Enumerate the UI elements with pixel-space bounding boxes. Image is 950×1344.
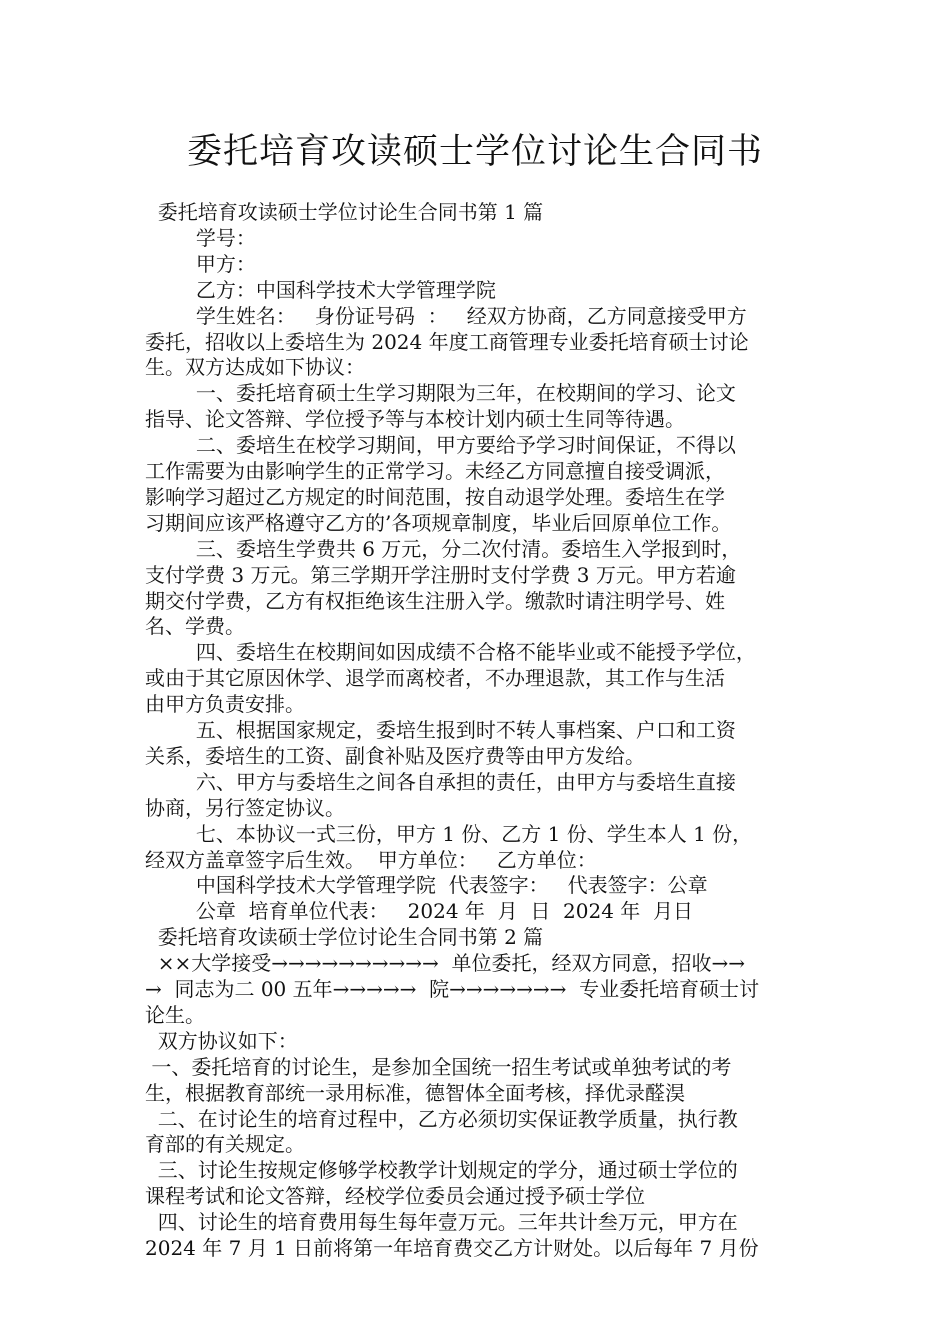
body-line: 由甲方负责安排。 — [145, 692, 305, 717]
body-line: 经双方盖章签字后生效。 甲方单位： 乙方单位： — [145, 847, 597, 872]
body-line: 2024 年 7 月 1 日前将第一年培育费交乙方计财处。以后每年 7 月份 — [145, 1236, 759, 1260]
document-title: 委托培育攻读硕士学位讨论生合同书 — [186, 132, 763, 172]
body-line: 影响学习超过乙方规定的时间范围，按自动退学处理。委培生在学 — [145, 484, 725, 509]
body-line: 期交付学费，乙方有权拒绝该生注册入学。缴款时请注明学号、姓 — [145, 588, 725, 613]
body-line: 四、讨论生的培育费用每生每年壹万元。三年共计叁万元，甲方在 — [145, 1210, 738, 1235]
body-line: 乙方：中国科学技术大学管理学院 — [145, 277, 496, 302]
body-line: 委托，招收以上委培生为 2024 年度工商管理专业委托培育硕士讨论 — [145, 329, 749, 354]
body-line: 名、学费。 — [145, 614, 245, 639]
body-line: 甲方： — [145, 251, 256, 276]
body-line: 学号： — [145, 225, 256, 250]
body-line: 论生。 — [145, 1002, 205, 1027]
body-line: 公章 培育单位代表： 2024 年 月 日 2024 年 月日 — [145, 899, 694, 924]
body-line: 关系，委培生的工资、副食补贴及医疗费等由甲方发给。 — [145, 743, 645, 768]
body-line: 五、根据国家规定，委培生报到时不转人事档案、户口和工资 — [145, 718, 736, 742]
body-line: 双方协议如下： — [145, 1028, 298, 1053]
body-line: 支付学费 3 万元。第三学期开学注册时支付学费 3 万元。甲方若逾 — [145, 562, 736, 587]
body-line: ××大学接受→→→→→→→→→→ 单位委托，经双方同意，招收→→ — [145, 951, 746, 976]
body-line: 育部的有关规定。 — [145, 1132, 305, 1157]
body-line: 一、委托培育硕士生学习期限为三年，在校期间的学习、论文 — [145, 381, 736, 406]
body-line: 习期间应该严格遵守乙方的’各项规章制度，毕业后回原单位工作。 — [145, 510, 732, 535]
body-line: → 同志为二 00 五年→→→→→ 院→→→→→→→ 专业委托培育硕士讨 — [145, 977, 760, 1001]
body-line: 三、委培生学费共 6 万元，分二次付清。委培生入学报到时， — [145, 536, 742, 561]
body-line: 委托培育攻读硕士学位讨论生合同书第 1 篇 — [145, 200, 544, 224]
body-line: 二、在讨论生的培育过程中，乙方必须切实保证教学质量，执行教 — [145, 1106, 738, 1131]
body-line: 或由于其它原因休学、退学而离校者，不办理退款，其工作与生活 — [145, 666, 725, 691]
body-line: 一、委托培育的讨论生，是参加全国统一招生考试或单独考试的考 — [145, 1054, 732, 1079]
body-line: 中国科学技术大学管理学院 代表签字： 代表签字：公章 — [145, 873, 708, 898]
body-line: 委托培育攻读硕士学位讨论生合同书第 2 篇 — [145, 925, 544, 950]
body-line: 二、委培生在校学习期间，甲方要给予学习时间保证，不得以 — [145, 433, 736, 458]
body-line: 生。双方达成如下协议： — [145, 355, 365, 380]
body-line: 学生姓名： 身份证号码 ： 经双方协商，乙方同意接受甲方 — [145, 303, 747, 328]
body-line: 生，根据教育部统一录用标准，德智体全面考核，择优录醛淏 — [145, 1080, 685, 1105]
body-line: 四、委培生在校期间如因成绩不合格不能毕业或不能授予学位， — [145, 640, 756, 665]
body-line: 七、本协议一式三份，甲方 1 份、乙方 1 份、学生本人 1 份， — [145, 821, 753, 846]
body-line: 工作需要为由影响学生的正常学习。未经乙方同意擅自接受调派， — [145, 459, 725, 483]
body-line: 指导、论文答辩、学位授予等与本校计划内硕士生同等待遇。 — [145, 407, 685, 432]
body-line: 课程考试和论文答辩，经校学位委员会通过授予硕士学位 — [145, 1184, 645, 1209]
body-line: 三、讨论生按规定修够学校教学计划规定的学分，通过硕士学位的 — [145, 1158, 738, 1183]
body-line: 协商，另行签定协议。 — [145, 795, 345, 820]
body-line: 六、甲方与委培生之间各自承担的责任，由甲方与委培生直接 — [145, 769, 736, 794]
